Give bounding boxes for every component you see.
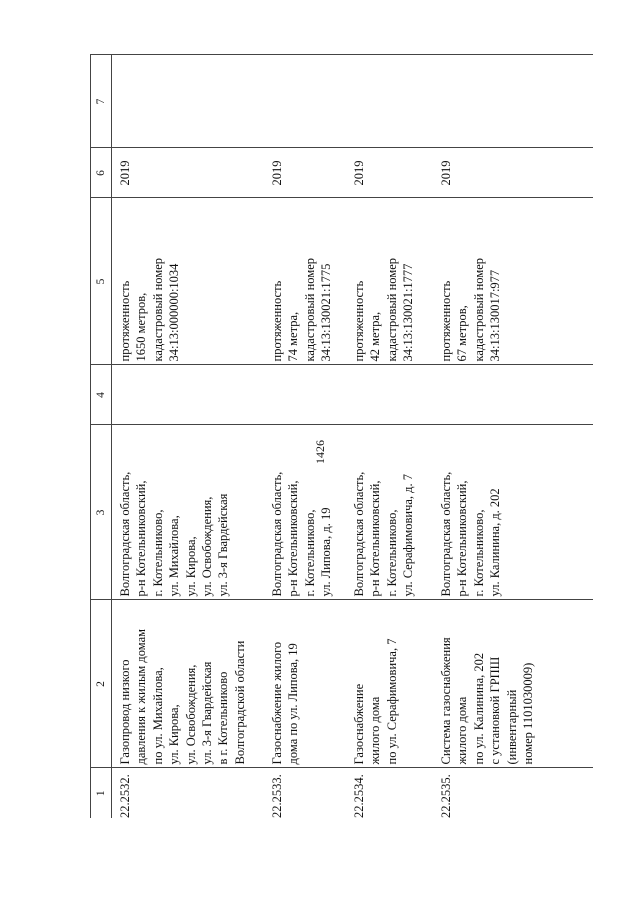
- table-row: [433, 55, 593, 818]
- table-row: [112, 55, 265, 818]
- object-address: Волгоградская область, р-н Котельниковский, г. Котельниково, ул. Серафимовича, д. 7: [346, 425, 433, 600]
- row-number: 22.2535.: [433, 768, 593, 818]
- column-header: 7: [91, 55, 112, 148]
- column-7-cell: [433, 55, 593, 148]
- object-name: Газопровод низкого давления к жилым домам по ул. Михайлова, ул. Кирова, ул. Освобождения, ул. 3-я Гвардейская в г. Котельниково Волгоградской области: [112, 600, 265, 768]
- column-7-cell: [346, 55, 433, 148]
- object-name: Система газоснабжения жилого дома по ул. Калинина, 202 с установкой ГРПШ (инвентарный номер 1101030009): [433, 600, 593, 768]
- object-year: 2019: [112, 148, 265, 198]
- column-7-cell: [112, 55, 265, 148]
- object-address: Волгоградская область, р-н Котельниковский, г. Котельниково, ул. Липова, д. 19: [264, 425, 346, 600]
- row-number: 22.2532.: [112, 768, 265, 818]
- property-table: [90, 55, 593, 819]
- object-details: протяженность 74 метра, кадастровый номер 34:13:130021:1775: [264, 198, 346, 365]
- object-year: 2019: [346, 148, 433, 198]
- column-4-cell: [346, 365, 433, 425]
- object-name: Газоснабжение жилого дома по ул. Липова, 19: [264, 600, 346, 768]
- column-header: 5: [91, 198, 112, 365]
- object-details: протяженность 42 метра, кадастровый номер 34:13:130021:1777: [346, 198, 433, 365]
- column-4-cell: [112, 365, 265, 425]
- object-name: Газоснабжение жилого дома по ул. Серафимовича, 7: [346, 600, 433, 768]
- column-4-cell: [264, 365, 346, 425]
- object-details: протяженность 67 метров, кадастровый номер 34:13:130017:977: [433, 198, 593, 365]
- column-7-cell: [264, 55, 346, 148]
- column-header: 4: [91, 365, 112, 425]
- row-number: 22.2534.: [346, 768, 433, 818]
- column-header: 3: [91, 425, 112, 600]
- object-address: Волгоградская область, р-н Котельниковский, г. Котельниково, ул. Михайлова, ул. Кирова, ул. Освобождения, ул. 3-я Гвардейская: [112, 425, 265, 600]
- row-number: 22.2533.: [264, 768, 346, 818]
- rotated-table-wrapper: [90, 55, 620, 818]
- object-address: Волгоградская область, р-н Котельниковский, г. Котельниково, ул. Калинина, д. 202: [433, 425, 593, 600]
- table-row: [264, 55, 346, 818]
- column-header: 6: [91, 148, 112, 198]
- object-year: 2019: [433, 148, 593, 198]
- object-details: протяженность 1650 метров, кадастровый номер 34:13:000000:1034: [112, 198, 265, 365]
- object-year: 2019: [264, 148, 346, 198]
- page-number: 1426: [313, 440, 327, 464]
- table-row: [346, 55, 433, 818]
- header-row: [91, 55, 112, 818]
- column-4-cell: [433, 365, 593, 425]
- column-header: 2: [91, 600, 112, 768]
- column-header: 1: [91, 768, 112, 818]
